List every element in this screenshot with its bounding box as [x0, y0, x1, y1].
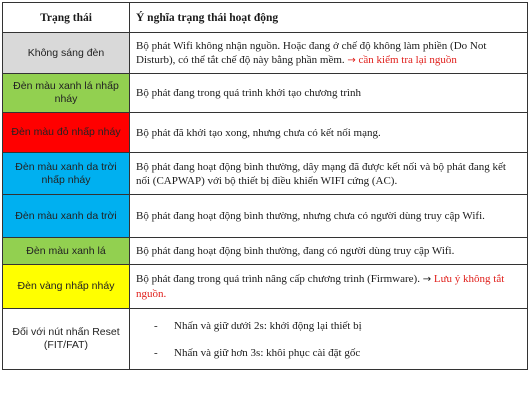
led-status-table [2, 2, 528, 370]
reset-label-cell: Đối với nút nhấn Reset (FIT/FAT) [3, 309, 130, 370]
table-row [3, 113, 528, 153]
arrow-right-icon: → [347, 54, 356, 66]
reset-instruction-list [136, 319, 521, 360]
note-text: cần kiểm tra lại nguồn [358, 53, 457, 66]
arrow-right-icon: → [422, 274, 432, 285]
description-cell [130, 265, 528, 309]
description-cell: Bộ phát đang hoạt động bình thường, nhưng chưa có người dùng truy cập Wifi. [130, 195, 528, 238]
table-row [3, 265, 528, 309]
header-status: Trạng thái [3, 3, 130, 33]
description-text: Bộ phát Wifi không nhận nguồn. Hoặc đang ở chế độ không làm phiền (Do Not Disturb), có thể tắt chế độ này bằng phần mềm. [136, 39, 487, 66]
description-cell [130, 33, 528, 74]
table-row [3, 238, 528, 265]
list-item: - Nhấn và giữ hơn 3s: khôi phục cài đặt gốc [154, 346, 521, 360]
status-cell: Đèn màu xanh lá [3, 238, 130, 265]
note-text: Lưu ý không tắt nguồn. [136, 273, 505, 300]
header-meaning: Ý nghĩa trạng thái hoạt động [130, 3, 528, 33]
table-row [3, 153, 528, 195]
description-cell: Bộ phát đang trong quá trình khởi tạo chương trình [130, 74, 528, 113]
reset-instructions-cell [130, 309, 528, 370]
status-cell: Đèn màu xanh da trời [3, 195, 130, 238]
table-row [3, 74, 528, 113]
status-cell: Đèn màu xanh da trời nhấp nháy [3, 153, 130, 195]
status-cell: Đèn vàng nhấp nháy [3, 265, 130, 309]
description-text: Bộ phát đang trong quá trình nâng cấp chương trình (Firmware). [136, 273, 420, 285]
table-row [3, 33, 528, 74]
table-row [3, 309, 528, 370]
status-cell: Đèn màu đỏ nhấp nháy [3, 113, 130, 153]
description-cell: Bộ phát đã khởi tạo xong, nhưng chưa có kết nối mạng. [130, 113, 528, 153]
status-cell: Đèn màu xanh lá nhấp nháy [3, 74, 130, 113]
description-cell: Bộ phát đang hoạt động bình thường, đang có người dùng truy cập Wifi. [130, 238, 528, 265]
list-item: - Nhấn và giữ dưới 2s: khởi động lại thiết bị [154, 319, 521, 333]
table-row [3, 195, 528, 238]
status-cell: Không sáng đèn [3, 33, 130, 74]
table-header-row [3, 3, 528, 33]
description-cell: Bộ phát đang hoạt động bình thường, dây mạng đã được kết nối và bộ phát đang kết nối (CAPWAP) với bộ thiết bị điều khiển WIFI cứng (AC). [130, 153, 528, 195]
